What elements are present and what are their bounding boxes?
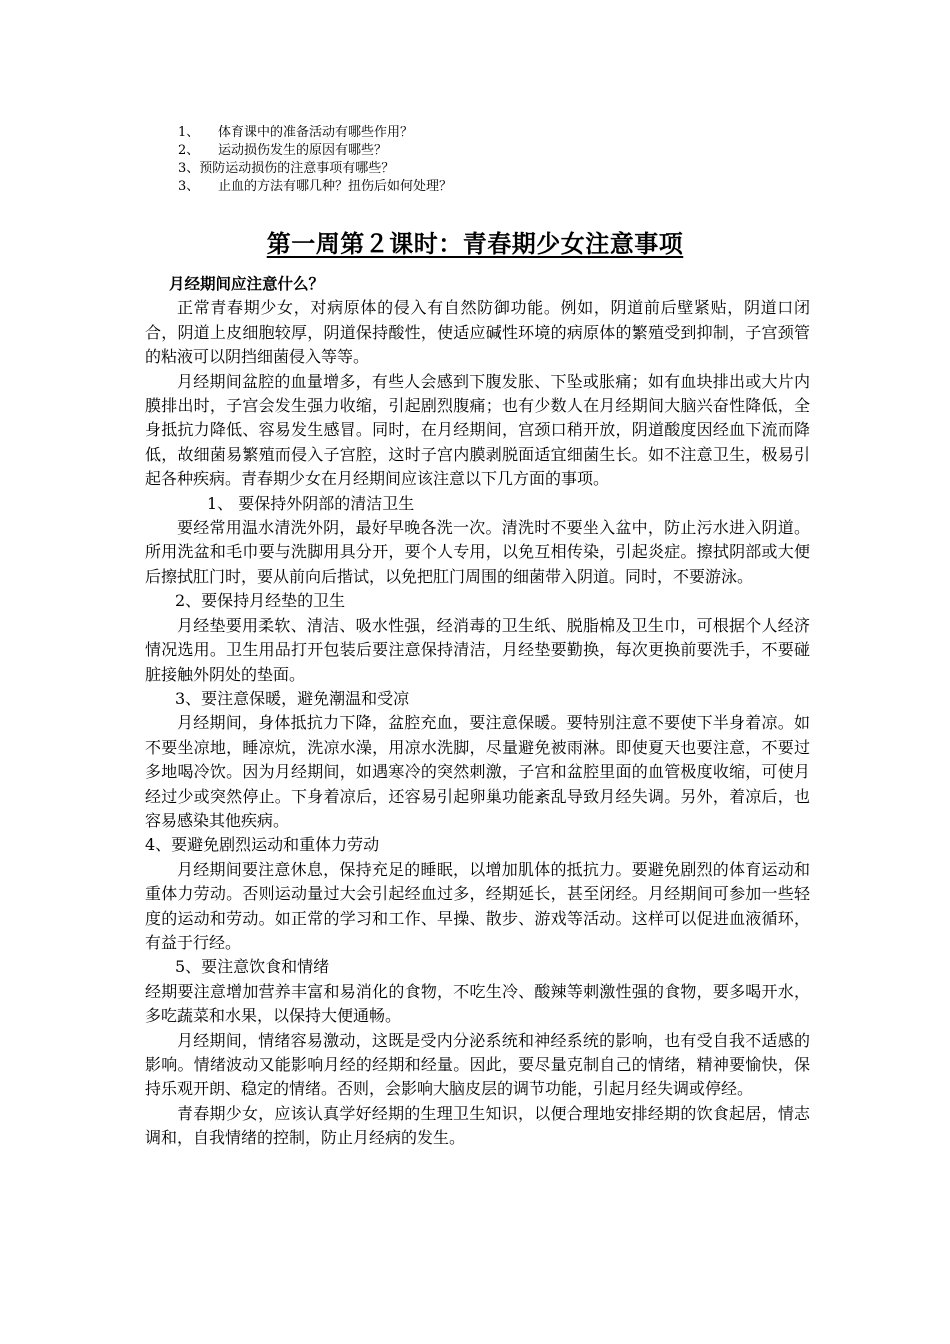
- section-heading: 月经期间应注意什么？: [169, 275, 325, 293]
- question-number: 3、: [178, 161, 200, 176]
- question-text: 止血的方法有哪几种？扭伤后如何处理？: [218, 179, 453, 194]
- item-text-exercise: 月经期间要注意休息，保持充足的睡眠，以增加肌体的抵抗力。要避免剧烈的体育运动和重体力劳动。否则运动量过大会引起经血过多，经期延长，甚至闭经。月经期间可参加一些轻度的运动和劳动。如正常的学习和工作、早操、散步、游戏等活动。这样可以促进血液循环，有益于行经。: [145, 859, 810, 952]
- lesson-title: 第一周第２课时：青春期少女注意事项: [266, 230, 684, 258]
- question-number: 3、: [178, 179, 200, 194]
- question-text: 预防运动损伤的注意事项有哪些？: [199, 161, 395, 176]
- item-heading-exercise: 4、要避免剧烈运动和重体力劳动: [145, 835, 380, 855]
- question-item: [178, 124, 452, 142]
- question-number: 1、: [178, 125, 200, 140]
- item-text-diet: 经期要注意增加营养丰富和易消化的食物，不吃生冷、酸辣等刺激性强的食物，要多喝开水，多吃蔬菜和水果，以保持大便通畅。: [145, 981, 810, 1026]
- question-number: 2、: [178, 143, 200, 158]
- item-heading-diet: 5、要注意饮食和情绪: [175, 957, 330, 977]
- item-text-emotion: 月经期间，情绪容易激动，这既是受内分泌系统和神经系统的影响，也有受自我不适感的影响。情绪波动又能影响月经的经期和经量。因此，要尽量克制自己的情绪，精神要愉快，保持乐观开朗、稳定的情绪。否则，会影响大脑皮层的调节功能，引起月经失调或停经。: [145, 1030, 810, 1099]
- item-heading-pad: 2、要保持月经垫的卫生: [175, 591, 346, 611]
- review-question-list: [178, 124, 452, 196]
- question-item: [178, 142, 452, 160]
- question-text: 运动损伤发生的原因有哪些？: [218, 143, 388, 158]
- closing-paragraph: 青春期少女，应该认真学好经期的生理卫生知识，以便合理地安排经期的饮食起居，情志调和，自我情绪的控制，防止月经病的发生。: [145, 1103, 810, 1148]
- item-text-pad: 月经垫要用柔软、清洁、吸水性强，经消毒的卫生纸、脱脂棉及卫生巾，可根据个人经济情况选用。卫生用品打开包装后要注意保持清洁，月经垫要勤换，每次更换前要洗手，不要碰脏接触外阴处的垫面。: [145, 615, 810, 684]
- paragraph-defense: 正常青春期少女，对病原体的侵入有自然防御功能。例如，阴道前后壁紧贴，阴道口闭合，阴道上皮细胞较厚，阴道保持酸性，使适应碱性环境的病原体的繁殖受到抑制，子宫颈管的粘液可以阴挡细菌侵入等等。: [145, 298, 810, 367]
- item-text-warmth: 月经期间，身体抵抗力下降，盆腔充血，要注意保暖。要特别注意不要使下半身着凉。如不要坐凉地，睡凉炕，洗凉水澡，用凉水洗脚，尽量避免被雨淋。即使夏天也要注意，不要过多地喝冷饮。因为月经期间，如遇寒冷的突然刺激，子宫和盆腔里面的血管极度收缩，可使月经过少或突然停止。下身着凉后，还容易引起卵巢功能紊乱导致月经失调。另外，着凉后，也容易感染其他疾病。: [145, 713, 810, 830]
- article-body: [145, 272, 810, 1151]
- question-item: [178, 160, 452, 178]
- item-heading-warmth: 3、要注意保暖，避免潮温和受凉: [175, 688, 410, 708]
- question-text: 体育课中的准备活动有哪些作用？: [218, 125, 414, 140]
- item-text-hygiene: 要经常用温水清洗外阴，最好早晚各洗一次。清洗时不要坐入盆中，防止污水进入阴道。所用洗盆和毛巾要与洗脚用具分开，要个人专用，以免互相传染，引起炎症。擦拭阴部或大便后擦拭肛门时，要从前向后揩试，以免把肛门周围的细菌带入阴道。同时，不要游泳。: [145, 518, 810, 586]
- question-item: [178, 178, 452, 196]
- item-heading-hygiene: 1、 要保持外阴部的清洁卫生: [207, 493, 415, 513]
- paragraph-menstrual-changes: 月经期间盆腔的血量增多，有些人会感到下腹发胀、下坠或胀痛；如有血块排出或大片内膜排出时，子宫会发生强力收缩，引起剧烈腹痛；也有少数人在月经期间大脑兴奋性降低，全身抵抗力降低、容易发生感冒。同时，在月经期间，宫颈口稍开放，阴道酸度因经血下流而降低，故细菌易繁殖而侵入子宫腔，这时子宫内膜剥脱面适宜细菌生长。如不注意卫生，极易引起各种疾病。青春期少女在月经期间应该注意以下几方面的事项。: [145, 371, 810, 489]
